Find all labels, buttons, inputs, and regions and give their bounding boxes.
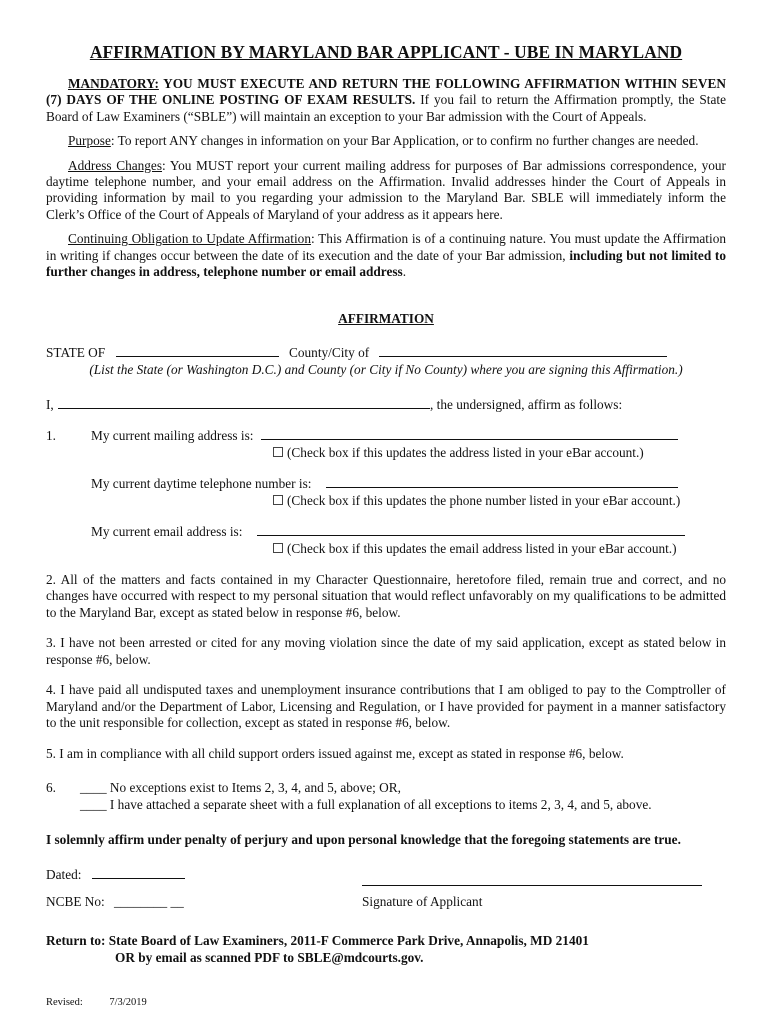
form-title: AFFIRMATION BY MARYLAND BAR APPLICANT - UBE IN MARYLAND (89, 42, 683, 62)
mailing-address-field[interactable] (261, 428, 678, 440)
location-note: (List the State (or Washington D.C.) and County (or City if No County) where you are signing this Affirmation.) (89, 362, 683, 378)
item6-number: 6. (46, 780, 56, 796)
email-label: My current email address is: (91, 523, 243, 539)
phone-label: My current daytime telephone number is: (91, 475, 312, 491)
affirmation-heading: AFFIRMATION (338, 310, 434, 326)
phone-check-option (273, 493, 680, 509)
dated-row (46, 867, 726, 884)
state-field[interactable] (116, 345, 279, 357)
mailing-address-label: My current mailing address is: (91, 427, 254, 443)
county-field[interactable] (379, 345, 667, 357)
mandatory-label: MANDATORY: (68, 75, 159, 91)
signature-label: Signature of Applicant (362, 893, 483, 909)
email-update-checkbox[interactable] (273, 543, 283, 553)
email-field[interactable] (257, 524, 685, 536)
revised-footer (46, 996, 147, 1009)
continuing-end: . (402, 264, 407, 280)
continuing-bold-text: including but not limited to further changes in address, telephone number or email address (46, 247, 726, 280)
item-5: 5. I am in compliance with all child support orders issued against me, except as stated in response #6, below. (46, 745, 624, 761)
ncbe-signature-row (46, 894, 726, 911)
phone-row (46, 476, 726, 493)
state-label: STATE OF (46, 345, 106, 361)
email-check-option (273, 541, 677, 557)
mandatory-text: If you fail to return the Affirmation promptly, the State Board of Law Examiners (“SBLE”) will maintain an exception to your Bar admission with the Court of Appeals. (46, 92, 726, 124)
county-label: County/City of (289, 345, 370, 361)
purpose-text: : To report ANY changes in information on your Bar Application, or to confirm no further changes are needed. (110, 133, 699, 149)
applicant-name-row (46, 397, 726, 414)
mandatory-paragraph (46, 76, 726, 125)
revised-date: 7/3/2019 (109, 997, 147, 1008)
email-check-row (46, 541, 726, 558)
affirmation-form (46, 42, 726, 967)
purpose-paragraph (46, 133, 726, 149)
state-county-row (46, 345, 726, 362)
item6-row-2 (46, 797, 726, 814)
purpose-label: Purpose (68, 133, 111, 149)
mailing-update-checkbox[interactable] (273, 447, 283, 457)
item6-option-no-exceptions[interactable]: ____ No exceptions exist to Items 2, 3, 4, and 5, above; OR, (80, 780, 401, 796)
ncbe-field[interactable]: ________ __ (114, 893, 184, 909)
item-3: 3. I have not been arrested or cited for any moving violation since the date of my said application, except as stated below in response #6, below. (46, 635, 726, 667)
mailing-check-text: (Check box if this updates the address listed in your eBar account.) (287, 444, 644, 460)
item1-number: 1. (46, 427, 56, 443)
continuing-label: Continuing Obligation to Update Affirmation (68, 231, 311, 247)
mailing-address-row (46, 428, 726, 445)
i-label: I, (46, 396, 54, 412)
signature-line[interactable] (362, 885, 702, 886)
return-address: Return to: State Board of Law Examiners, 2011-F Commerce Park Drive, Annapolis, MD 21401 (46, 932, 589, 948)
mailing-check-option (273, 445, 644, 461)
solemn-affirmation: I solemnly affirm under penalty of perjury and upon personal knowledge that the foregoing statements are true. (46, 832, 681, 848)
phone-field[interactable] (326, 476, 678, 488)
phone-check-text: (Check box if this updates the phone number listed in your eBar account.) (287, 492, 681, 508)
item-4: 4. I have paid all undisputed taxes and unemployment insurance contributions that I am obliged to pay to the Comptroller of Maryland and/or the Department of Labor, Licensing and Regulation, or I have provided for payment in a manner satisfactory to the unit responsible for collection, except as stated in response #6, below. (46, 682, 726, 731)
return-line-2 (46, 950, 726, 967)
revised-label: Revised: (46, 997, 83, 1008)
applicant-name-field[interactable] (58, 397, 430, 409)
phone-check-row (46, 493, 726, 510)
item6-option-attached-sheet[interactable]: ____ I have attached a separate sheet with a full explanation of all exceptions to items 2, 3, 4, and 5, above. (80, 797, 652, 813)
address-changes-paragraph (46, 158, 726, 224)
mandatory-bold-text: YOU MUST EXECUTE AND RETURN THE FOLLOWING AFFIRMATION WITHIN SEVEN (7) DAYS OF THE ONLINE POSTING OF EXAM RESULTS. (46, 75, 726, 108)
return-email: OR by email as scanned PDF to SBLE@mdcourts.gov. (115, 949, 424, 965)
email-check-text: (Check box if this updates the email address listed in your eBar account.) (287, 540, 677, 556)
continuing-obligation-paragraph (46, 231, 726, 280)
item-2: 2. All of the matters and facts contained in my Character Questionnaire, heretofore filed, remain true and correct, and no changes have occurred with respect to my personal situation that would reflect unfavorably on my qualifications to be admitted to the Maryland Bar, except as stated below in response #6, below. (46, 571, 726, 620)
return-line-1 (46, 933, 726, 950)
phone-update-checkbox[interactable] (273, 495, 283, 505)
item6-row-1 (46, 780, 726, 797)
dated-label: Dated: (46, 866, 82, 882)
ncbe-label: NCBE No: (46, 893, 105, 909)
address-changes-label: Address Changes (68, 157, 163, 173)
mailing-check-row (46, 445, 726, 462)
email-row (46, 524, 726, 541)
address-changes-text: : You MUST report your current mailing address for purposes of Bar admissions correspondence, your daytime telephone number, and your email address on the Affirmation. Invalid addresses hinder the Court of Appeals in providing information by mail to you regarding your admission to the Maryland Bar. SBLE will immediately inform the Clerk’s Office of the Court of Appeals of Maryland of your address as it appears here. (46, 157, 726, 222)
undersigned-text: , the undersigned, affirm as follows: (430, 396, 623, 412)
continuing-text: : This Affirmation is of a continuing nature. You must update the Affirmation in writing if changes occur between the date of its execution and the date of your Bar admission, (46, 231, 726, 263)
dated-field[interactable] (92, 867, 185, 879)
